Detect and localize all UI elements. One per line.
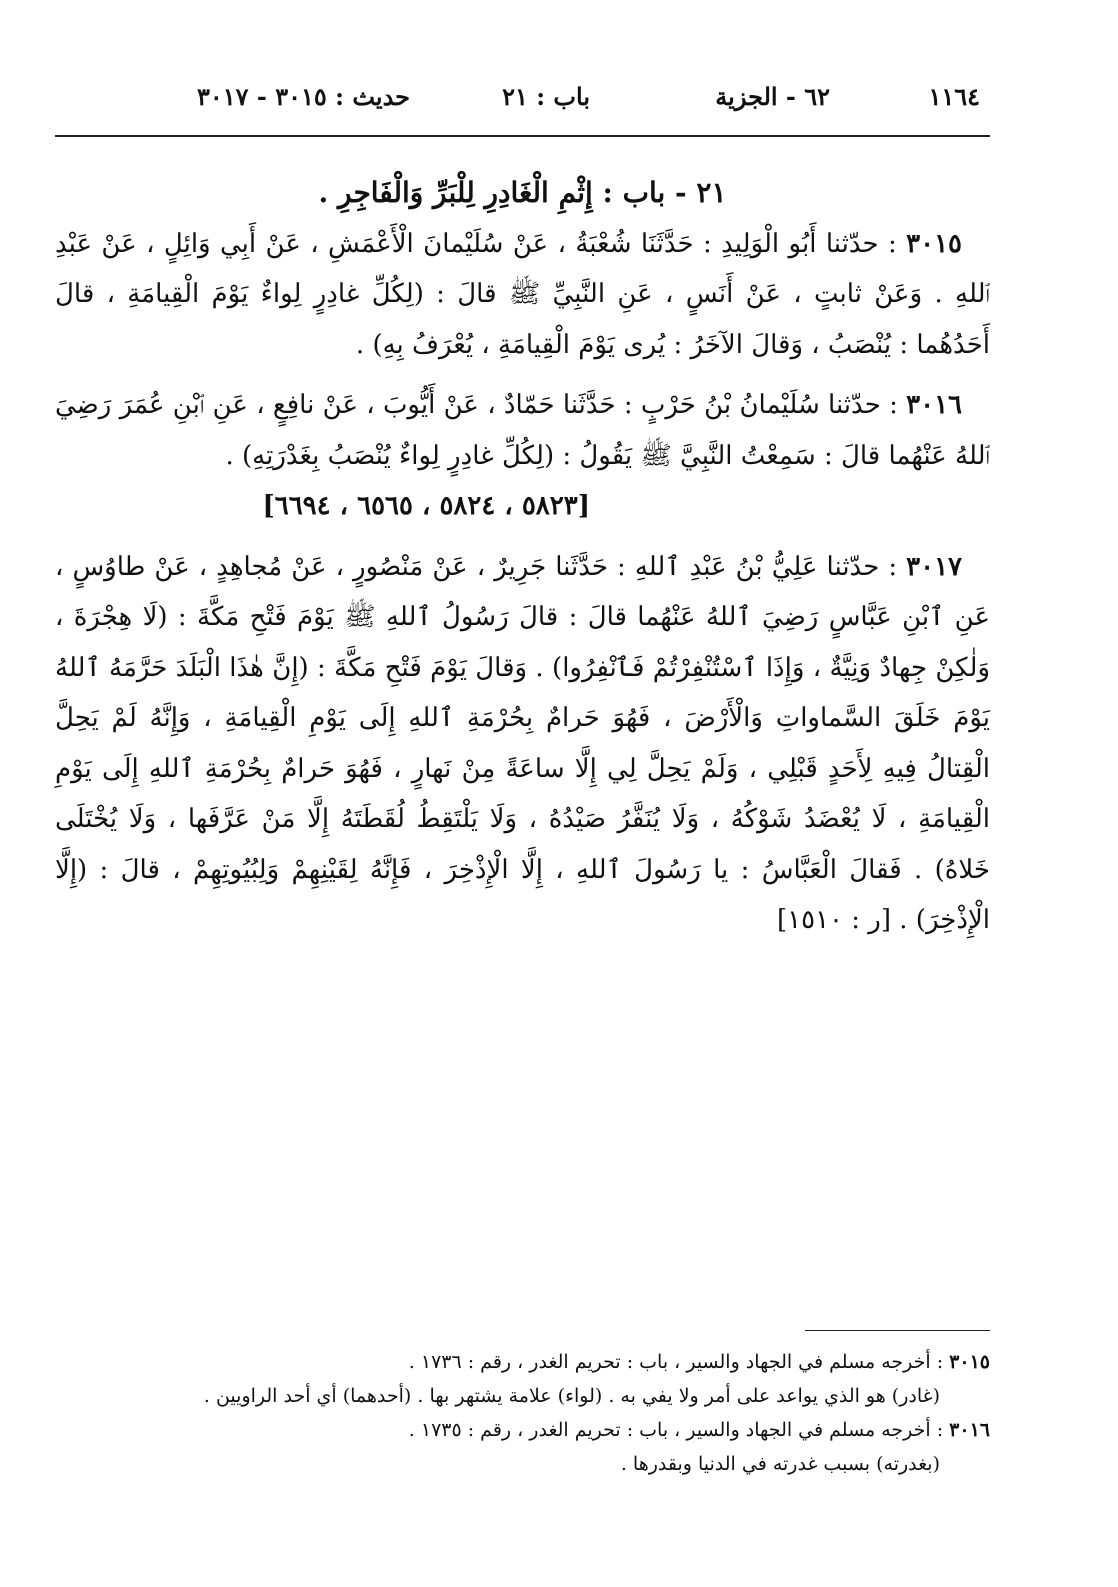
hadith-text: : حدّثنا عَلِيُّ بْنُ عَبْدِ ٱللهِ : حَدَّثَنا جَرِيرٌ ، عَنْ مَنْصُورٍ ، عَنْ مُجاهِدٍ ، عَنْ طاوُسٍ ، عَنِ ٱبْنِ عَبَّاسٍ رَضِيَ ٱللهُ عَنْهُما قالَ : قالَ رَسُولُ ٱللهِ ﷺ يَوْمَ فَتْحِ مَكَّةَ : (لَا هِجْرَةَ ، وَلٰكِنْ جِهادٌ وَنِيَّةٌ ، وَإِذَا ٱسْتُنْفِرْتُمْ فَٱنْفِرُوا) . وَقالَ يَوْمَ فَتْحِ مَكَّةَ : (إِنَّ هٰذَا الْبَلَدَ حَرَّمَهُ ٱللهُ يَوْمَ خَلَقَ السَّماواتِ وَالْأَرْضَ ، فَهُوَ حَرامٌ بِحُرْمَةِ ٱللهِ إِلَى يَوْمِ الْقِيامَةِ ، وَإِنَّهُ لَمْ يَحِلَّ الْقِتالُ فِيهِ لِأَحَدٍ قَبْلِي ، وَلَمْ يَحِلَّ لِي إِلَّا ساعَةً مِنْ نَهارٍ ، فَهُوَ حَرامٌ بِحُرْمَةِ ٱللهِ إِلَى يَوْمِ الْقِيامَةِ ، لَا يُعْضَدُ شَوْكُهُ ، وَلَا يُنَفَّرُ صَيْدُهُ ، وَلَا يَلْتَقِطُ لُقَطَتَهُ إِلَّا مَنْ عَرَّفَها ، وَلَا يُخْتَلَى خَلاهُ) . فَقالَ الْعَبَّاسُ : يا رَسُولَ ٱللهِ ، إِلَّا الْإِذْخِرَ ، فَإِنَّهُ لِقَيْنِهِمْ وَلِبُيُوتِهِمْ ، قالَ : (إِلَّا الْإِذْخِرَ) . [ر : ١٥١٠] (55, 551, 990, 935)
hadith-range: حديث : ٣٠١٥ - ٣٠١٧ (196, 82, 410, 111)
footnote-text: : أخرجه مسلم في الجهاد والسير ، باب : تحريم الغدر ، رقم : ١٧٣٦ . (408, 1351, 944, 1373)
footnote-number: ٣٠١٥ (949, 1351, 990, 1373)
book-title: ٦٢ - الجزية (715, 82, 830, 111)
footnote-text: (بغدرته) بسبب غدرته في الدنيا وبقدرها . (620, 1453, 940, 1475)
footnote (55, 1345, 990, 1379)
hadith-number: ٣٠١٥ (906, 228, 962, 259)
footnote-divider (805, 1330, 990, 1331)
footnote-text: : أخرجه مسلم في الجهاد والسير ، باب : تحريم الغدر ، رقم : ١٧٣٥ . (408, 1419, 944, 1441)
hadith-text: : حدّثنا أَبُو الْوَلِيدِ : حَدَّثَنَا شُعْبَةُ ، عَنْ سُلَيْمانَ الْأَعْمَشِ ، عَنْ أَبِي وَائِلٍ ، عَنْ عَبْدِ ٱللهِ . وَعَنْ ثابتٍ ، عَنْ أَنَسٍ ، عَنِ النَّبِيِّ ﷺ قالَ : (لِكُلِّ غادِرٍ لِواءٌ يَوْمَ الْقِيامَةِ ، قالَ أَحَدُهُما : يُنْصَبُ ، وَقالَ الآخَرُ : يُرى يَوْمَ الْقِيامَةِ ، يُعْرَفُ بِهِ) . (55, 228, 990, 360)
chapter-title: ٢١ - باب : إِثْمِ الْغَادِرِ لِلْبَرِّ وَالْفَاجِرِ . (318, 176, 727, 209)
page-number: ١١٦٤ (928, 82, 980, 111)
footnote-text: (غادر) هو الذي يواعد على أمر ولا يفي به . (لواء) علامة يشتهر بها . (أحدهما) أي أحد الراويين . (203, 1385, 940, 1407)
running-header (150, 82, 980, 126)
main-text (55, 168, 990, 946)
header-divider (55, 135, 990, 137)
chapter-reference: باب : ٢١ (502, 82, 590, 111)
hadith-number: ٣٠١٧ (906, 551, 963, 582)
hadith-text: : حدّثنا سُلَيْمانُ بْنُ حَرْبٍ : حَدَّثَنا حَمّادٌ ، عَنْ أَيُّوبَ ، عَنْ نافِعٍ ، عَنِ ٱبْنِ عُمَرَ رَضِيَ ٱللهُ عَنْهُما قالَ : سَمِعْتُ النَّبِيَّ ﷺ يَقُولُ : (لِكُلِّ غادِرٍ لِواءٌ يُنْصَبُ بِغَدْرَتِهِ) . (55, 390, 990, 471)
footnote (55, 1447, 990, 1481)
footnotes (55, 1345, 990, 1481)
hadith-3017 (55, 542, 990, 946)
cross-references: [٥٨٢٣ ، ٥٨٢٤ ، ٦٥٦٥ ، ٦٦٩٤] (262, 491, 590, 521)
footnote-number: ٣٠١٦ (949, 1419, 990, 1441)
footnote (55, 1413, 990, 1447)
hadith-number: ٣٠١٦ (906, 390, 962, 420)
footnote (55, 1379, 990, 1413)
hadith-3016 (55, 380, 990, 481)
hadith-3015 (55, 219, 990, 371)
